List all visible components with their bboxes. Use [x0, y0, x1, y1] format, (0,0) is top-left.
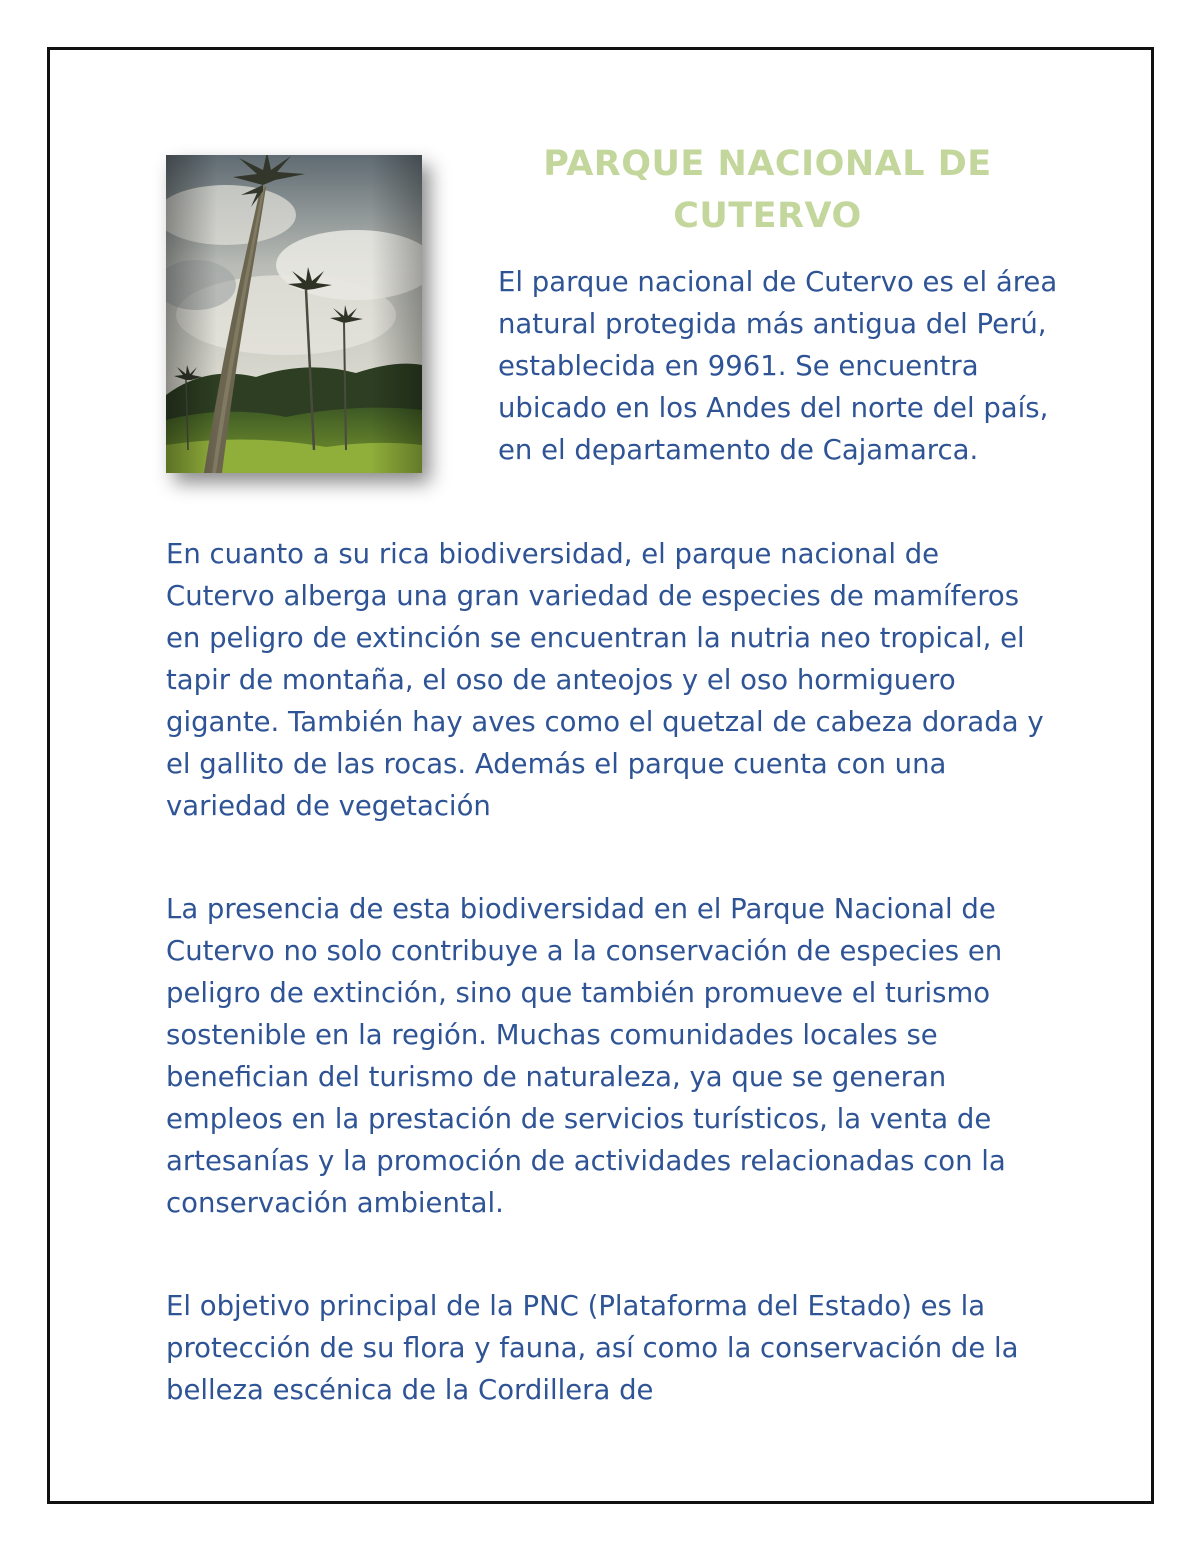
tourism-paragraph: La presencia de esta biodiversidad en el Parque Nacional de Cutervo no solo contribuye a la conservación de especies en peligro de extinción, sino que también promueve el turismo sostenible en la región. Muchas comunidades locales se benefician del turismo de naturaleza, ya que se generan empleos en la prestación de servicios turísticos, la venta de artesanías y la promoción de actividades relacionadas con la conservación ambiental. [166, 893, 1006, 1219]
objective-paragraph: El objetivo principal de la PNC (Plataforma del Estado) es la protección de su flora y fauna, así como la conservación de la belleza escénica de la Cordillera de [166, 1290, 1019, 1406]
biodiversity-paragraph: En cuanto a su rica biodiversidad, el parque nacional de Cutervo alberga una gran variedad de especies de mamíferos en peligro de extinción se encuentran la nutria neo tropical, el tapir de montaña, el oso de anteojos y el oso hormiguero gigante. También hay aves como el quetzal de cabeza dorada y el gallito de las rocas. Además el parque cuenta con una variedad de vegetación [166, 538, 1044, 822]
intro-paragraph: El parque nacional de Cutervo es el área natural protegida más antigua del Perú, establecida en 9961. Se encuentra ubicado en los Andes del norte del país, en el departamento de Cajamarca. [498, 266, 1058, 466]
page-title: PARQUE NACIONAL DE CUTERVO [543, 144, 992, 236]
wax-palm-photo [166, 155, 422, 473]
